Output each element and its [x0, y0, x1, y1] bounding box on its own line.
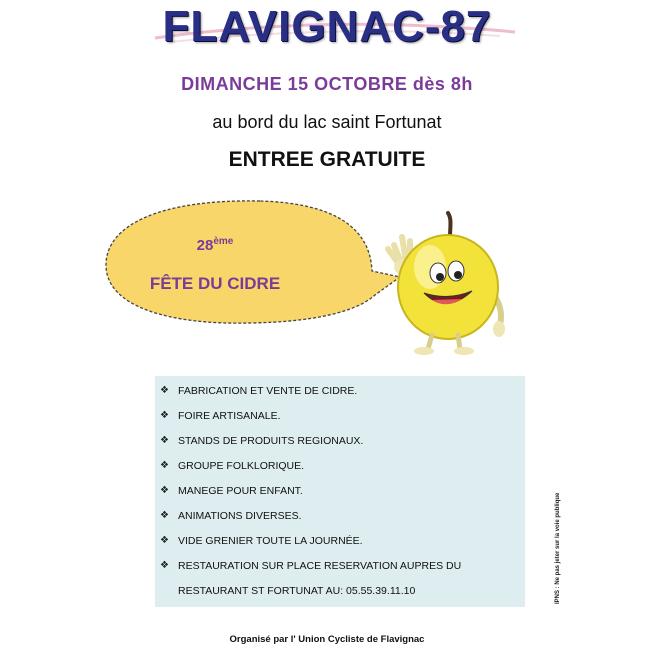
- list-item: ❖ FABRICATION ET VENTE DE CIDRE.: [160, 385, 358, 397]
- bullet-icon: ❖: [160, 385, 169, 396]
- title-area: [0, 0, 654, 56]
- list-item-continuation: RESTAURANT ST FORTUNAT AU: 05.55.39.11.10: [178, 585, 416, 597]
- bullet-icon: ❖: [160, 435, 169, 446]
- ipns-text: IPNS : Ne pas jeter sur la voie publique: [555, 492, 561, 604]
- activities-list: [160, 384, 461, 609]
- bullet-icon: ❖: [160, 535, 169, 546]
- speech-bubble: [100, 195, 410, 345]
- list-item: ❖ STANDS DE PRODUITS REGIONAUX.: [160, 435, 364, 447]
- entry-free-label: ENTREE GRATUITE: [228, 148, 426, 171]
- bullet-icon: ❖: [160, 460, 169, 471]
- festival-name: FÊTE DU CIDRE: [149, 274, 281, 293]
- list-item: ❖ RESTAURATION SUR PLACE RESERVATION AUPRES DU: [160, 560, 462, 572]
- event-date: DIMANCHE 15 OCTOBRE dès 8h: [181, 74, 473, 94]
- list-item: ❖ FOIRE ARTISANALE.: [160, 410, 281, 422]
- list-item: ❖ GROUPE FOLKLORIQUE.: [160, 460, 305, 472]
- organizer-footer: Organisé par l' Union Cycliste de Flavignac: [229, 634, 425, 645]
- list-item: ❖ VIDE GRENIER TOUTE LA JOURNÉE.: [160, 535, 363, 547]
- bullet-icon: ❖: [160, 485, 169, 496]
- ipns-side-note: [548, 478, 560, 608]
- edition-number: [150, 236, 280, 254]
- edition-number-value: 28: [196, 237, 214, 254]
- event-venue: au bord du lac saint Fortunat: [212, 112, 442, 132]
- list-item: ❖ MANEGE POUR ENFANT.: [160, 485, 303, 497]
- bullet-icon: ❖: [160, 510, 169, 521]
- bullet-icon: ❖: [160, 560, 169, 571]
- edition-suffix: ème: [213, 236, 234, 247]
- poster-title: FLAVIGNAC-87: [162, 2, 492, 51]
- list-item: ❖ ANIMATIONS DIVERSES.: [160, 510, 302, 522]
- bullet-icon: ❖: [160, 410, 169, 421]
- apple-mascot-icon: [380, 205, 520, 360]
- activities-panel: [155, 376, 525, 607]
